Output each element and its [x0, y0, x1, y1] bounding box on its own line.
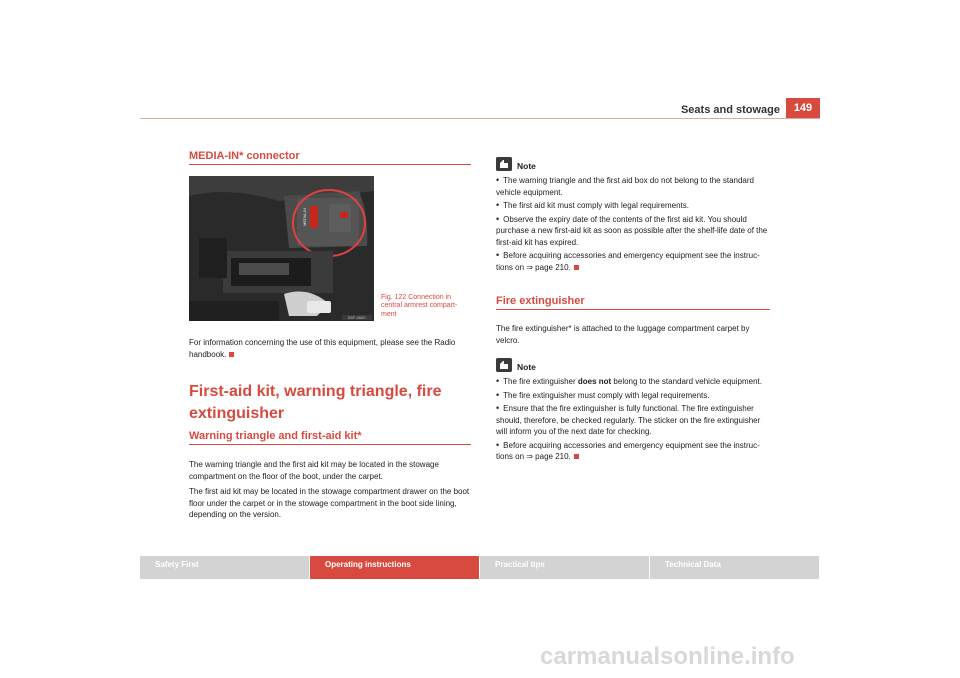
fire-extinguisher-text: The fire extinguisher* is attached to the luggage compartment carpet by velcro. [496, 324, 750, 345]
photo-code: B5F-0680 [348, 315, 366, 320]
header-rule [140, 118, 820, 119]
tab-safety-first[interactable]: Safety First [140, 556, 309, 579]
note2-bullet: • Ensure that the fire extinguisher is fully functional. The fire extinguisher should, therefore, be checked regularly. The sticker on the fire extinguisher will inform you of the next date for checking. [496, 403, 761, 436]
footer-tab-bar [140, 556, 820, 579]
note-header-1 [496, 157, 770, 171]
note-icon [496, 358, 512, 372]
main-section-heading: First-aid kit, warning triangle, fire extinguisher [189, 383, 442, 422]
page-number: 149 [786, 98, 820, 118]
figure-122 [189, 176, 471, 321]
header-title: Seats and stowage [680, 104, 780, 116]
note-icon [496, 157, 512, 171]
right-column [496, 157, 770, 465]
media-in-heading: MEDIA-IN* connector [189, 150, 471, 165]
tab-operating-instructions[interactable]: Operating instructions [310, 556, 479, 579]
warning-paragraph-2: The first aid kit may be located in the stowage compartment drawer on the boot floor under the carpet or in the stowage compartment in the boot side lining, depending on the version. [189, 487, 470, 519]
note2-bullet: • The fire extinguisher does not belong to the standard vehicle equipment. [496, 376, 762, 386]
note1-bullet: • Before acquiring accessories and emergency equipment see the instruc-tions on ⇒ page 210. [496, 250, 760, 272]
end-of-section-mark [229, 352, 234, 357]
tab-technical-data[interactable]: Technical Data [650, 556, 819, 579]
end-of-section-mark [574, 454, 579, 459]
note2-bullet: • The fire extinguisher must comply with legal requirements. [496, 389, 710, 400]
note1-bullet: • The warning triangle and the first aid box do not belong to the standard vehicle equipment. [496, 175, 754, 197]
note-header-2 [496, 358, 770, 372]
fire-extinguisher-heading: Fire extinguisher [496, 295, 770, 310]
note2-bullet: • Before acquiring accessories and emergency equipment see the instruc-tions on ⇒ page 210. [496, 439, 760, 461]
note1-bullet: • Observe the expiry date of the contents of the first aid kit. You should purchase a new first-aid kit as soon as possible after the shelf-life date of the first-aid kit has expired. [496, 213, 768, 247]
armrest-illustration [189, 176, 374, 321]
left-column [189, 150, 471, 521]
note-label: Note [517, 362, 536, 372]
media-in-label: MEDIA-IN [302, 208, 307, 226]
note-label: Note [517, 161, 536, 171]
note1-bullet: • The first aid kit must comply with legal requirements. [496, 200, 689, 210]
warning-paragraph-1: The warning triangle and the first aid kit may be located in the stowage compartment on the floor of the boot, under the carpet. [189, 460, 439, 481]
armrest-photo [189, 176, 374, 321]
warning-triangle-heading: Warning triangle and first-aid kit* [189, 430, 471, 445]
end-of-section-mark [574, 265, 579, 270]
media-in-socket [310, 206, 318, 228]
tab-practical-tips[interactable]: Practical tips [480, 556, 649, 579]
media-in-text: For information concerning the use of this equipment, please see the Radio handbook. [189, 338, 456, 359]
watermark: carmanualsonline.info [540, 643, 795, 670]
figure-caption: Fig. 122 Connection in central armrest compart-ment [381, 293, 458, 318]
